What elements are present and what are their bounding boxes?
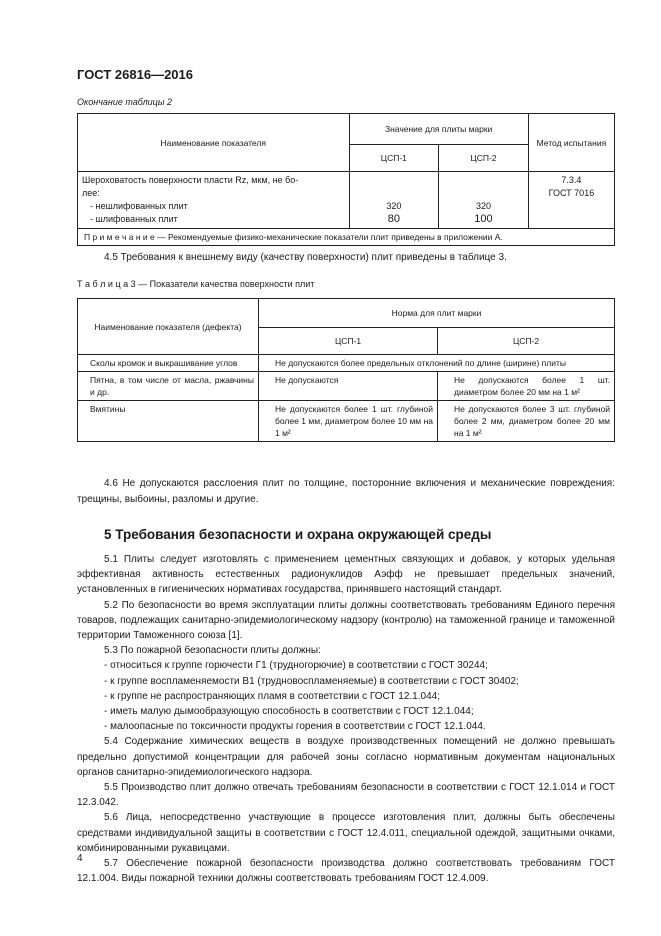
t2-header-method: Метод испытания xyxy=(528,114,614,172)
t3-header-indicator: Наименование показателя (дефекта) xyxy=(78,299,259,355)
t2-csp2-v1: 320 xyxy=(475,201,491,211)
paragraph-5-4: 5.4 Содержание химических веществ в воздухе производственных помещений не должно превышать предельно допустимой концентрации для рабочей зоны согласно нормативным документам национальных органов санитарно-эпидемиологического надзора. xyxy=(77,736,615,778)
table2-caption: Окончание таблицы 2 xyxy=(77,97,172,107)
table-2 xyxy=(77,113,615,246)
paragraph-5-6: 5.6 Лица, непосредственно участвующие в процессе изготовления плит, должны быть обеспечены средствами индивидуальной защиты в соответствии с ГОСТ 12.4.011, специальной одеждой, защитными очками, комбинированными рукавицами. xyxy=(77,812,615,854)
t2-row-sub2: - шлифованных плит xyxy=(90,214,178,224)
t3-row1-merged: Не допускаются более предельных отклонений по длине (ширине) плиты xyxy=(259,355,615,372)
t2-note: П р и м е ч а н и е — Рекомендуемые физико-механические показатели плит приведены в приложении А. xyxy=(78,229,615,246)
t2-csp1-v2: 80 xyxy=(387,213,400,225)
t2-csp1-v1: 320 xyxy=(386,201,402,211)
t3-row2-csp1: Не допускаются xyxy=(259,372,438,401)
section-5-body xyxy=(77,552,615,886)
t2-csp1-values xyxy=(349,172,439,229)
t2-header-csp2: ЦСП-2 xyxy=(439,145,529,172)
t2-method-2: ГОСТ 7016 xyxy=(548,188,595,198)
t3-header-norm: Норма для плит марки xyxy=(259,299,615,328)
list-item: - относиться к группе горючести Г1 (трудногорючие) в соответствии с ГОСТ 30244; xyxy=(104,660,488,672)
list-item: - иметь малую дымообразующую способность в соответствии с ГОСТ 12.1.044; xyxy=(104,706,474,718)
t2-method xyxy=(528,172,614,229)
t2-csp2-values xyxy=(439,172,529,229)
t2-row-name-line1: Шероховатость поверхности пласти Rz, мкм, не бо- xyxy=(82,175,299,185)
t3-row2-csp2: Не допускаются более 1 шт. диаметром более 20 мм на 1 м² xyxy=(438,372,615,401)
t2-header-values: Значение для плиты марки xyxy=(349,114,528,145)
paragraph-5-2: 5.2 По безопасности во время эксплуатации плиты должны соответствовать требованиям Единого перечня товаров, подлежащих санитарно-эпидемиологическому надзору (контролю) на таможенной границе и таможенной территории Таможенного союза [1]. xyxy=(77,599,615,642)
table-row xyxy=(78,372,615,401)
t3-header-csp1: ЦСП-1 xyxy=(259,328,438,355)
t3-row3-csp2: Не допускаются более 3 шт. глубиной более 2 мм, диаметром более 20 мм на 1 м² xyxy=(438,401,615,442)
paragraph-5-5: 5.5 Производство плит должно отвечать требованиям безопасности в соответствии с ГОСТ 12.1.014 и ГОСТ 12.3.042. xyxy=(77,782,615,809)
paragraph-5-3: 5.3 По пожарной безопасности плиты должны: xyxy=(104,645,321,657)
t3-row2-name: Пятна, в том числе от масла, ржавчины и др. xyxy=(78,372,259,401)
table3-caption: Т а б л и ц а 3 — Показатели качества поверхности плит xyxy=(77,279,315,289)
t2-csp2-v2: 100 xyxy=(474,213,493,225)
t3-header-csp2: ЦСП-2 xyxy=(438,328,615,355)
paragraph-5-1: 5.1 Плиты следует изготовлять с применением цементных связующих и добавок, у которых удельная эффективная активность естественных радионуклидов Аэфф не превышает предельных значений, установленных в гигиенических нормативах государства, принявшего настоящий стандарт. xyxy=(77,554,615,596)
t3-row3-name: Вмятины xyxy=(78,401,259,442)
t2-method-1: 7.3.4 xyxy=(561,175,582,185)
paragraph-5-7: 5.7 Обеспечение пожарной безопасности производства должно соответствовать требованиям ГОСТ 12.1.004. Виды пожарной техники должны соответствовать требованиям ГОСТ 12.4.009. xyxy=(77,858,615,885)
page-header: ГОСТ 26816—2016 xyxy=(77,67,193,82)
t2-row-name-line2: лее: xyxy=(82,188,100,198)
t2-header-csp1: ЦСП-1 xyxy=(349,145,439,172)
t2-header-indicator: Наименование показателя xyxy=(78,114,350,172)
paragraph-4-6: 4.6 Не допускаются расслоения плит по толщине, посторонние включения и механические повреждения: трещины, выбоины, разломы и другие. xyxy=(77,478,615,505)
paragraph-4-5: 4.5 Требования к внешнему виду (качеству поверхности) плит приведены в таблице 3. xyxy=(104,252,507,263)
table-row xyxy=(78,355,615,372)
section-5-title: 5 Требования безопасности и охрана окружающей среды xyxy=(104,527,492,542)
t2-row-name xyxy=(78,172,350,229)
t3-row3-csp1: Не допускаются более 1 шт. глубиной более 1 мм, диаметром более 10 мм на 1 м² xyxy=(259,401,438,442)
page-number: 4 xyxy=(77,853,83,864)
list-item: - к группе не распространяющих пламя в соответствии с ГОСТ 12.1.044; xyxy=(104,690,440,702)
list-item: - к группе воспламеняемости В1 (трудновоспламеняемые) в соответствии с ГОСТ 30402; xyxy=(104,675,519,687)
list-item: - малоопасные по токсичности продукты горения в соответствии с ГОСТ 12.1.044. xyxy=(104,721,486,733)
t3-row1-name: Сколы кромок и выкрашивание углов xyxy=(78,355,259,372)
table-row xyxy=(78,401,615,442)
t2-row-sub1: - нешлифованных плит xyxy=(90,201,188,211)
table-3 xyxy=(77,298,615,442)
